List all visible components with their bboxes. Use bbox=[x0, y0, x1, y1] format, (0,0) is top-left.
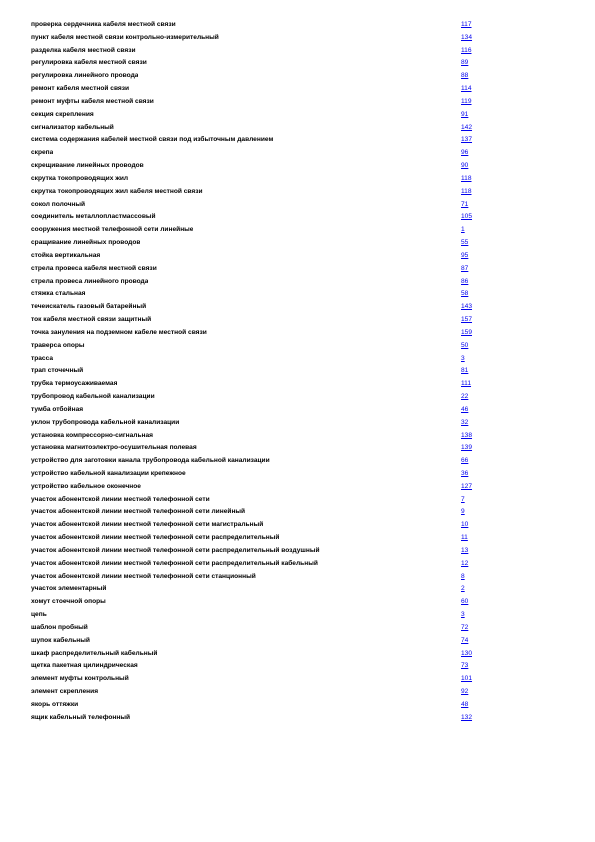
page-number-link[interactable]: 137 bbox=[461, 136, 473, 144]
page-number-link[interactable]: 132 bbox=[461, 713, 473, 721]
index-term: сращивание линейных проводов bbox=[31, 239, 141, 247]
index-term: хомут стоечной опоры bbox=[31, 598, 106, 606]
page-number-link[interactable]: 127 bbox=[461, 482, 473, 490]
page-number-link[interactable]: 60 bbox=[461, 598, 469, 606]
index-term: тумба отбойная bbox=[31, 405, 84, 413]
index-entry bbox=[31, 211, 481, 224]
page-number-link[interactable]: 3 bbox=[461, 354, 465, 362]
page-number-link[interactable]: 118 bbox=[461, 187, 472, 195]
index-term: ремонт муфты кабеля местной связи bbox=[31, 97, 154, 105]
index-term: трасса bbox=[31, 354, 54, 362]
page-number-link[interactable]: 130 bbox=[461, 649, 473, 657]
index-entry bbox=[31, 622, 481, 635]
page-number-link[interactable]: 91 bbox=[461, 110, 469, 118]
index-entry bbox=[31, 122, 481, 135]
index-term: уклон трубопровода кабельной канализации bbox=[31, 418, 180, 426]
index-entry bbox=[31, 430, 481, 443]
index-term: скрещивание линейных проводов bbox=[31, 162, 144, 170]
index-term: шаблон пробный bbox=[31, 623, 88, 631]
alphabetical-index bbox=[31, 19, 481, 725]
page-number-link[interactable]: 90 bbox=[461, 162, 469, 170]
index-entry bbox=[31, 340, 481, 353]
index-entry bbox=[31, 404, 481, 417]
page-number-link[interactable]: 118 bbox=[461, 174, 472, 182]
index-entry bbox=[31, 83, 481, 96]
index-entry bbox=[31, 32, 481, 45]
index-term: трубка термоусаживаемая bbox=[31, 380, 118, 388]
page-number-link[interactable]: 3 bbox=[461, 611, 465, 619]
index-term: ремонт кабеля местной связи bbox=[31, 85, 130, 93]
page-number-link[interactable]: 48 bbox=[461, 700, 469, 708]
page-number-link[interactable]: 50 bbox=[461, 341, 469, 349]
page-number-link[interactable]: 89 bbox=[461, 59, 469, 67]
page-number-link[interactable]: 88 bbox=[461, 72, 469, 80]
page-number-link[interactable]: 117 bbox=[461, 21, 472, 28]
index-entry bbox=[31, 596, 481, 609]
page-number-link[interactable]: 32 bbox=[461, 418, 469, 426]
page-number-link[interactable]: 101 bbox=[461, 675, 473, 683]
index-term: сигнализатор кабельный bbox=[31, 123, 114, 131]
index-entry bbox=[31, 583, 481, 596]
index-term: регулировка линейного провода bbox=[31, 72, 139, 80]
index-term: соединитель металлопластмассовый bbox=[31, 213, 156, 221]
page-number-link[interactable]: 74 bbox=[461, 636, 469, 644]
index-term: сокол полочный bbox=[31, 200, 86, 208]
index-entry bbox=[31, 134, 481, 147]
index-entry bbox=[31, 237, 481, 250]
index-entry bbox=[31, 455, 481, 468]
index-term: участок абонентской линии местной телефонной сети bbox=[31, 495, 210, 503]
index-entry bbox=[31, 160, 481, 173]
index-term: участок абонентской линии местной телефонной сети распределительный воздушный bbox=[31, 546, 320, 554]
index-entry bbox=[31, 57, 481, 70]
index-entry bbox=[31, 186, 481, 199]
index-entry bbox=[31, 712, 481, 725]
index-entry bbox=[31, 571, 481, 584]
page-number-link[interactable]: 87 bbox=[461, 264, 469, 272]
index-term: установка магнитоэлектро-осушительная полевая bbox=[31, 444, 197, 452]
index-entry bbox=[31, 417, 481, 430]
index-entry bbox=[31, 276, 481, 289]
index-entry bbox=[31, 494, 481, 507]
page-number-link[interactable]: 36 bbox=[461, 469, 469, 477]
index-entry bbox=[31, 442, 481, 455]
index-entry bbox=[31, 199, 481, 212]
page-number-link[interactable]: 8 bbox=[461, 572, 465, 580]
page-number-link[interactable]: 142 bbox=[461, 123, 473, 131]
page-number-link[interactable]: 92 bbox=[461, 688, 469, 696]
index-term: стойка вертикальная bbox=[31, 251, 101, 259]
index-entry bbox=[31, 301, 481, 314]
index-term: шупок кабельный bbox=[31, 636, 90, 644]
index-entry bbox=[31, 468, 481, 481]
index-entry bbox=[31, 224, 481, 237]
page-number-link[interactable]: 71 bbox=[461, 200, 469, 208]
index-term: стрела провеса кабеля местной связи bbox=[31, 264, 157, 272]
page-number-link[interactable]: 9 bbox=[461, 508, 465, 516]
page-number-link[interactable]: 95 bbox=[461, 251, 469, 259]
index-term: ящик кабельный телефонный bbox=[31, 713, 131, 721]
page-number-link[interactable]: 7 bbox=[461, 495, 465, 503]
index-term: участок элементарный bbox=[31, 585, 107, 593]
page-number-link[interactable]: 105 bbox=[461, 213, 473, 221]
page-number-link[interactable]: 10 bbox=[461, 521, 469, 529]
page-number-link[interactable]: 66 bbox=[461, 457, 469, 465]
index-entry bbox=[31, 263, 481, 276]
index-entry bbox=[31, 391, 481, 404]
page-number-link[interactable]: 12 bbox=[461, 559, 469, 567]
page-number-link[interactable]: 73 bbox=[461, 662, 469, 670]
index-term: установка компрессорно-сигнальная bbox=[31, 431, 154, 439]
index-term: участок абонентской линии местной телефонной сети магистральный bbox=[31, 521, 264, 529]
index-entry bbox=[31, 648, 481, 661]
index-entry bbox=[31, 365, 481, 378]
index-term: скрутка токопроводящих жил кабеля местной связи bbox=[31, 187, 203, 195]
index-term: система содержания кабелей местной связи под избыточным давлением bbox=[31, 136, 274, 144]
index-entry bbox=[31, 519, 481, 532]
page-number-link[interactable]: 46 bbox=[461, 405, 469, 413]
index-entry bbox=[31, 545, 481, 558]
index-term: цепь bbox=[31, 611, 47, 619]
index-entry bbox=[31, 532, 481, 545]
page-number-link[interactable]: 55 bbox=[461, 239, 469, 247]
index-entry bbox=[31, 635, 481, 648]
index-entry bbox=[31, 109, 481, 122]
index-entry bbox=[31, 314, 481, 327]
index-entry bbox=[31, 699, 481, 712]
index-term: секция скрепления bbox=[31, 110, 94, 118]
index-term: траверса опоры bbox=[31, 341, 85, 349]
index-entry bbox=[31, 19, 481, 32]
index-term: скрутка токопроводящих жил bbox=[31, 174, 129, 182]
page-number-link[interactable]: 143 bbox=[461, 303, 473, 311]
index-entry bbox=[31, 250, 481, 263]
index-term: участок абонентской линии местной телефонной сети распределительный bbox=[31, 534, 280, 542]
page-number-link[interactable]: 119 bbox=[461, 97, 472, 105]
index-term: скрепа bbox=[31, 149, 54, 157]
index-term: пункт кабеля местной связи контрольно-измерительный bbox=[31, 33, 219, 41]
index-term: участок абонентской линии местной телефонной сети распределительный кабельный bbox=[31, 559, 318, 567]
page-number-link[interactable]: 22 bbox=[461, 393, 469, 401]
index-term: якорь оттяжки bbox=[31, 700, 79, 708]
page-number-link[interactable]: 58 bbox=[461, 290, 469, 298]
index-entry bbox=[31, 660, 481, 673]
page-number-link[interactable]: 134 bbox=[461, 33, 473, 41]
index-term: трап сточечный bbox=[31, 367, 84, 375]
index-term: ток кабеля местной связи защитный bbox=[31, 316, 152, 324]
index-term: устройство кабельное оконечное bbox=[31, 482, 141, 490]
index-term: сооружения местной телефонной сети линейные bbox=[31, 226, 194, 234]
page-number-link[interactable]: 86 bbox=[461, 277, 469, 285]
page-number-link[interactable]: 11 bbox=[461, 534, 468, 542]
index-entry bbox=[31, 327, 481, 340]
index-term: щетка пакетная цилиндрическая bbox=[31, 662, 138, 670]
index-entry bbox=[31, 558, 481, 571]
page-number-link[interactable]: 138 bbox=[461, 431, 473, 439]
page-number-link[interactable]: 139 bbox=[461, 444, 473, 452]
page-number-link[interactable]: 81 bbox=[461, 367, 469, 375]
index-entry bbox=[31, 686, 481, 699]
index-term: трубопровод кабельной канализации bbox=[31, 393, 155, 401]
index-term: разделка кабеля местной связи bbox=[31, 46, 136, 54]
index-entry bbox=[31, 173, 481, 186]
page-number-link[interactable]: 96 bbox=[461, 149, 469, 157]
page-number-link[interactable]: 2 bbox=[461, 585, 465, 593]
index-term: точка зануления на подземном кабеле местной связи bbox=[31, 328, 207, 336]
index-term: устройство кабельной канализации крепежное bbox=[31, 469, 186, 477]
page-number-link[interactable]: 72 bbox=[461, 623, 469, 631]
index-term: участок абонентской линии местной телефонной сети линейный bbox=[31, 508, 246, 516]
index-entry bbox=[31, 481, 481, 494]
page-number-link[interactable]: 114 bbox=[461, 85, 472, 93]
page-number-link[interactable]: 1 bbox=[461, 226, 465, 234]
index-entry bbox=[31, 288, 481, 301]
index-entry bbox=[31, 70, 481, 83]
index-entry bbox=[31, 147, 481, 160]
page-number-link[interactable]: 13 bbox=[461, 546, 469, 554]
index-term: участок абонентской линии местной телефонной сети станционный bbox=[31, 572, 256, 580]
index-term: регулировка кабеля местной связи bbox=[31, 59, 147, 67]
index-term: течеискатель газовый батарейный bbox=[31, 303, 147, 311]
index-term: стяжка стальная bbox=[31, 290, 86, 298]
index-entry bbox=[31, 378, 481, 391]
index-term: проверка сердечника кабеля местной связи bbox=[31, 21, 176, 28]
index-entry bbox=[31, 673, 481, 686]
index-term: элемент скрепления bbox=[31, 688, 99, 696]
index-term: шкаф распределительный кабельный bbox=[31, 649, 158, 657]
index-entry bbox=[31, 609, 481, 622]
index-entry bbox=[31, 506, 481, 519]
page-number-link[interactable]: 157 bbox=[461, 316, 473, 324]
page-number-link[interactable]: 116 bbox=[461, 46, 472, 54]
page-number-link[interactable]: 159 bbox=[461, 328, 473, 336]
index-entry bbox=[31, 45, 481, 58]
index-entry bbox=[31, 353, 481, 366]
page-number-link[interactable]: 111 bbox=[461, 380, 472, 388]
index-term: элемент муфты контрольный bbox=[31, 675, 129, 683]
index-term: устройство для заготовки канала трубопровода кабельной канализации bbox=[31, 457, 270, 465]
index-entry bbox=[31, 96, 481, 109]
index-term: стрела провеса линейного провода bbox=[31, 277, 149, 285]
